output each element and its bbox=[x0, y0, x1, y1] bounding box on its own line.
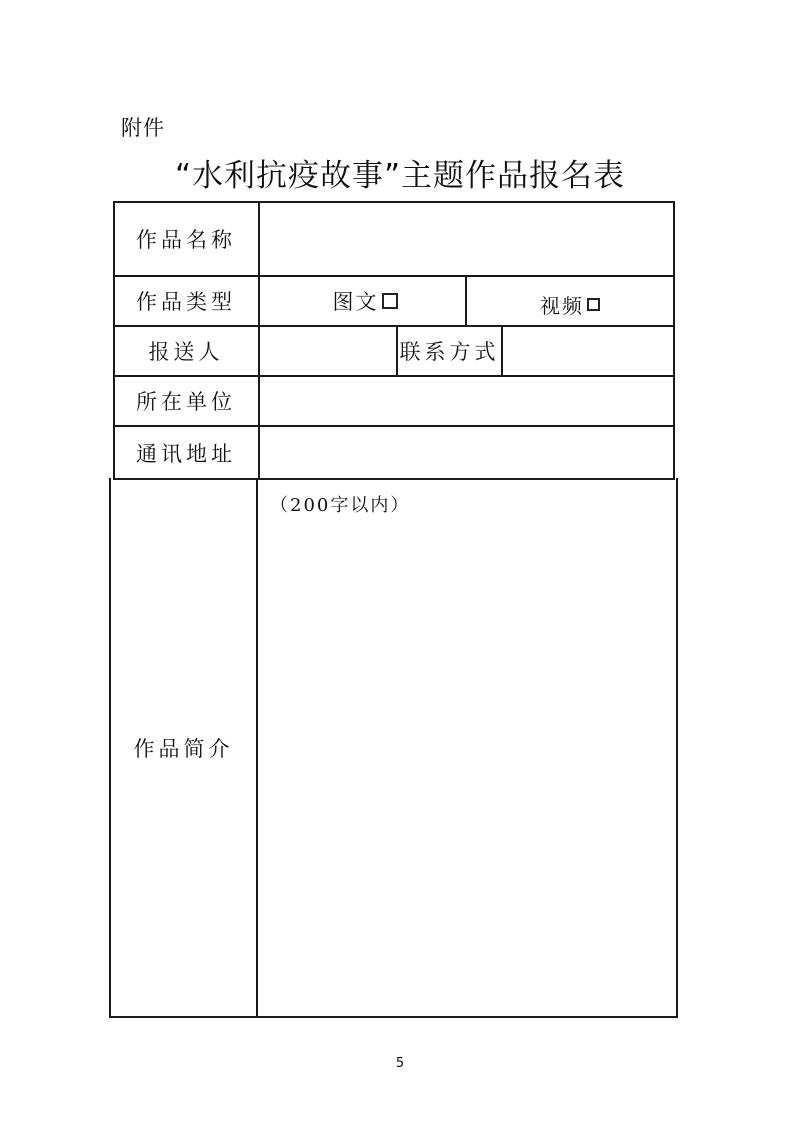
type-option-video[interactable] bbox=[510, 280, 630, 328]
unit-field[interactable] bbox=[260, 377, 673, 425]
unit-label: 所在单位 bbox=[136, 390, 236, 414]
page-number: 5 bbox=[395, 1056, 405, 1071]
checkbox-icon[interactable] bbox=[382, 293, 398, 309]
work-name-label: 作品名称 bbox=[136, 228, 236, 252]
type-option-text[interactable] bbox=[300, 277, 430, 325]
page-title: “水利抗疫故事”主题作品报名表 bbox=[174, 158, 626, 194]
contact-field[interactable] bbox=[503, 327, 673, 375]
intro-note: （200字以内） bbox=[270, 495, 411, 516]
contact-label: 联系方式 bbox=[399, 340, 500, 364]
address-field[interactable] bbox=[260, 427, 673, 478]
submitter-field[interactable] bbox=[260, 327, 396, 375]
attachment-label: 附件 bbox=[121, 116, 165, 140]
type-option-video-label: 视频 bbox=[540, 293, 584, 318]
type-option-text-label: 图文 bbox=[332, 290, 379, 314]
submitter-label: 报送人 bbox=[148, 340, 224, 364]
address-label: 通讯地址 bbox=[136, 441, 236, 466]
work-name-field[interactable] bbox=[260, 203, 673, 275]
intro-label: 作品简介 bbox=[133, 737, 234, 761]
intro-field[interactable] bbox=[258, 480, 676, 1016]
checkbox-icon[interactable] bbox=[587, 298, 600, 311]
work-type-label: 作品类型 bbox=[136, 290, 236, 314]
